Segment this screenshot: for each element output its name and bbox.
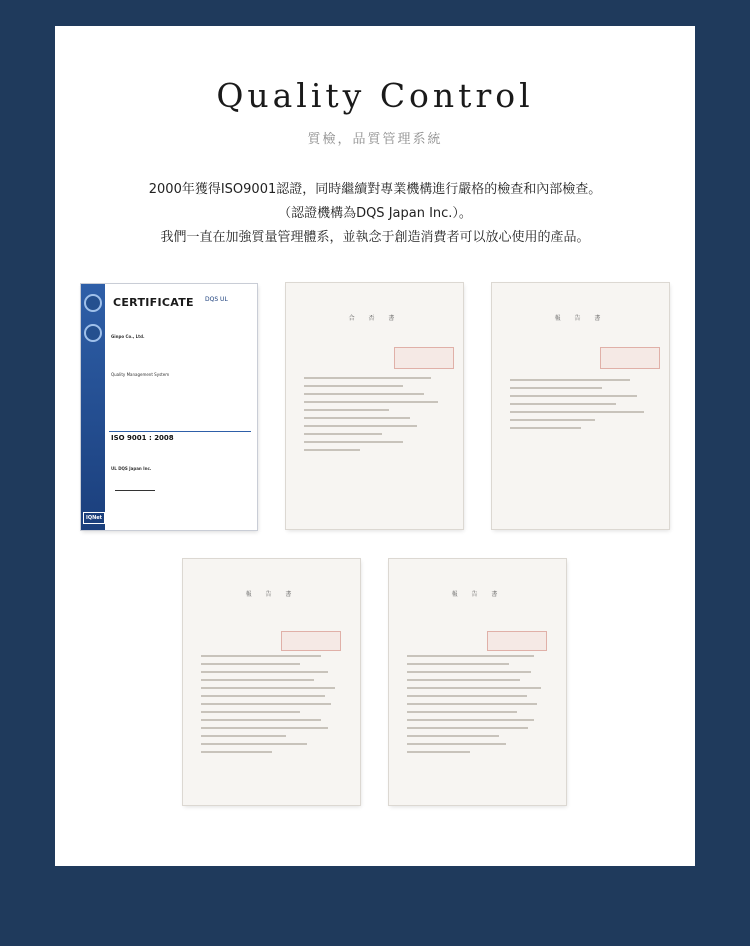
intro-line: 2000年獲得ISO9001認證，同時繼續對專業機構進行嚴格的檢查和內部檢查。 <box>148 182 602 197</box>
certificate-side-band <box>81 284 105 530</box>
intro-line: 我們一直在加強質量管理體系，並執念于創造消費者可以放心使用的產品。 <box>160 230 590 245</box>
intro-line: （認證機構為DQS Japan Inc.）。 <box>278 206 472 221</box>
document-stamp <box>281 631 341 651</box>
iqnet-logo: IQNet <box>83 512 105 524</box>
page-subtitle: 質檢，品質管理系統 <box>307 132 443 147</box>
certificate-standard: ISO 9001 : 2008 <box>111 434 174 442</box>
iso-certificate-image <box>81 284 257 530</box>
document-stamp <box>487 631 547 651</box>
certificate-issuer: UL DQS Japan Inc. <box>111 466 152 471</box>
document-stamp <box>394 347 454 369</box>
inspection-document-image <box>286 283 463 529</box>
document-heading: 報 告 書 <box>554 314 607 322</box>
page-title: Quality Control <box>216 76 534 115</box>
dqs-logo-icon <box>84 294 102 312</box>
certificate-marks: DQS UL <box>205 296 228 303</box>
certificate-heading: CERTIFICATE <box>113 296 194 309</box>
document-stamp <box>600 347 660 369</box>
signature-line <box>115 480 155 491</box>
ul-logo-icon <box>84 324 102 342</box>
document-heading: 合 否 書 <box>348 314 401 322</box>
content-card <box>55 26 695 866</box>
report-document-image <box>183 559 360 805</box>
certificate-scope: Quality Management System <box>111 372 170 377</box>
report-document-image <box>492 283 669 529</box>
document-heading: 報 告 書 <box>245 590 298 598</box>
certificate-divider <box>109 431 251 432</box>
document-heading: 報 告 書 <box>451 590 504 598</box>
certificate-company: Ginpo Co., Ltd. <box>111 334 145 339</box>
intro-text <box>75 178 675 250</box>
report-document-image <box>389 559 566 805</box>
